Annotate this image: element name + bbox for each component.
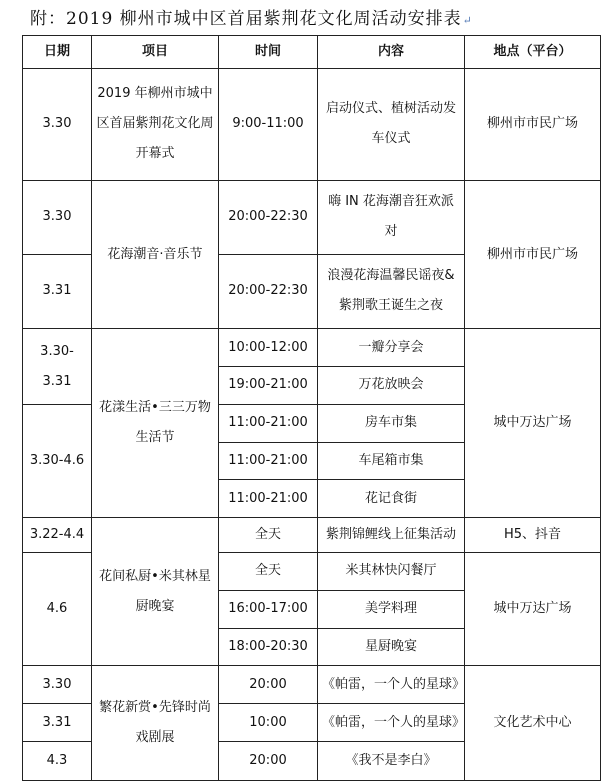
time-cell: 16:00-17:00 — [219, 590, 318, 628]
date-cell: 3.30-3.31 — [23, 329, 92, 405]
table-row — [23, 518, 601, 553]
date-cell: 3.30 — [23, 666, 92, 704]
time-cell: 11:00-21:00 — [219, 404, 318, 442]
content-cell: 一瓣分享会 — [318, 329, 465, 367]
header-location: 地点（平台） — [465, 36, 601, 69]
location-cell: 柳州市市民广场 — [465, 68, 601, 180]
time-cell: 11:00-21:00 — [219, 480, 318, 518]
location-cell: 城中万达广场 — [465, 552, 601, 665]
content-cell: 花记食街 — [318, 480, 465, 518]
time-cell: 20:00-22:30 — [219, 181, 318, 255]
date-cell: 3.30 — [23, 68, 92, 180]
date-cell: 3.22-4.4 — [23, 518, 92, 553]
date-cell: 3.31 — [23, 704, 92, 742]
time-cell: 9:00-11:00 — [219, 68, 318, 180]
header-time: 时间 — [219, 36, 318, 69]
date-cell: 3.31 — [23, 254, 92, 329]
location-cell: 城中万达广场 — [465, 329, 601, 518]
project-cell: 2019 年柳州市城中区首届紫荆花文化周开幕式 — [92, 68, 219, 180]
time-cell: 全天 — [219, 518, 318, 553]
time-cell: 19:00-21:00 — [219, 367, 318, 405]
location-cell: 文化艺术中心 — [465, 666, 601, 781]
date-cell: 3.30-4.6 — [23, 404, 92, 517]
date-cell: 3.30 — [23, 181, 92, 255]
project-cell: 花间私厨•米其林星厨晚宴 — [92, 518, 219, 666]
date-cell: 4.6 — [23, 552, 92, 665]
location-cell: 柳州市市民广场 — [465, 181, 601, 329]
time-cell: 18:00-20:30 — [219, 628, 318, 666]
time-cell: 20:00-22:30 — [219, 254, 318, 329]
content-cell: 米其林快闪餐厅 — [318, 552, 465, 590]
content-cell: 房车市集 — [318, 404, 465, 442]
table-row — [23, 68, 601, 180]
schedule-table — [22, 35, 601, 781]
location-cell: H5、抖音 — [465, 518, 601, 553]
paragraph-mark: ↵ — [462, 14, 473, 27]
time-cell: 全天 — [219, 552, 318, 590]
document-title: 附：2019 柳州市城中区首届紫荆花文化周活动安排表↵ — [30, 9, 473, 29]
date-cell: 4.3 — [23, 741, 92, 780]
content-cell: 车尾箱市集 — [318, 442, 465, 480]
content-cell: 嗨 IN 花海潮音狂欢派对 — [318, 181, 465, 255]
time-cell: 10:00 — [219, 704, 318, 742]
time-cell: 20:00 — [219, 666, 318, 704]
header-row — [23, 36, 601, 69]
content-cell: 启动仪式、植树活动发车仪式 — [318, 68, 465, 180]
content-cell: 万花放映会 — [318, 367, 465, 405]
header-project: 项目 — [92, 36, 219, 69]
content-cell: 星厨晚宴 — [318, 628, 465, 666]
time-cell: 20:00 — [219, 741, 318, 780]
content-cell: 《帕雷，一个人的星球》 — [318, 666, 465, 704]
project-cell: 繁花新赏•先锋时尚戏剧展 — [92, 666, 219, 781]
table-row — [23, 329, 601, 367]
header-date: 日期 — [23, 36, 92, 69]
project-cell: 花漾生活•三三万物生活节 — [92, 329, 219, 518]
project-cell: 花海潮音·音乐节 — [92, 181, 219, 329]
content-cell: 美学料理 — [318, 590, 465, 628]
time-cell: 11:00-21:00 — [219, 442, 318, 480]
table-row — [23, 181, 601, 255]
content-cell: 浪漫花海温馨民谣夜&紫荆歌王诞生之夜 — [318, 254, 465, 329]
table-row — [23, 666, 601, 704]
content-cell: 《帕雷，一个人的星球》 — [318, 704, 465, 742]
content-cell: 《我不是李白》 — [318, 741, 465, 780]
time-cell: 10:00-12:00 — [219, 329, 318, 367]
content-cell: 紫荆锦鲤线上征集活动 — [318, 518, 465, 553]
header-content: 内容 — [318, 36, 465, 69]
